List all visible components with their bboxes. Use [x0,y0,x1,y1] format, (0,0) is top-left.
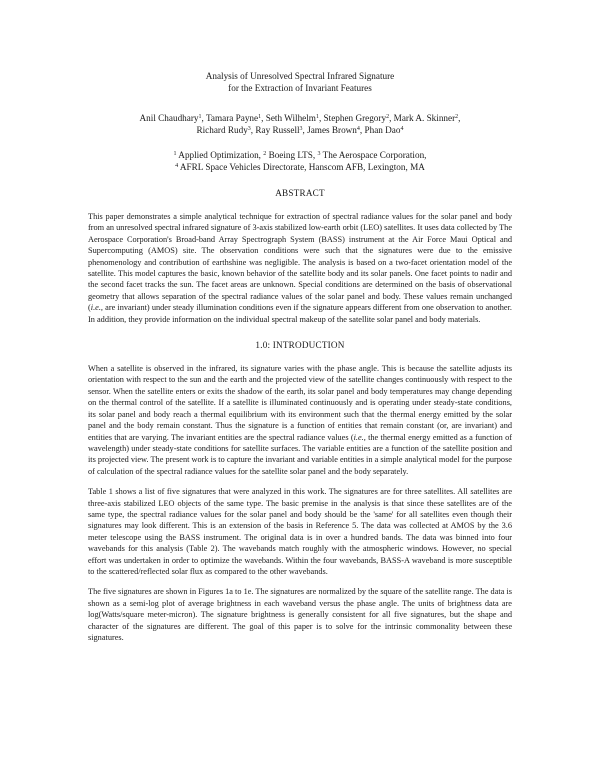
authors-line-2: Richard Rudy$^3$, Ray Russell$^3$, James Brown$^4$, Phan Dao$^4$ [196,125,404,135]
author-name: Mark A. Skinner [393,113,456,123]
intro-paragraph-2: Table 1 shows a list of five signatures that were analyzed in this work. The signatures are for three satellites. All satellites are three-axis stabilized LEO objects of the same type. The basic premise in the analysis is that since these satellites are of the same type, the spectral radiance values for the solar panel and body should be the 'same' for all satellites even though their signatures may look different. This is an extension of the basis in Reference 5. The data was collected at AMOS by the 3.6 meter telescope using the BASS instrument. The original data is in over a hundred bands. The data was binned into four wavebands for this analysis (Table 2). The wavebands match roughly with the atmospheric windows. However, no special effort was undertaken in order to optimize the wavebands. Within the four wavebands, BASS-A waveband is more susceptible to the scattered/reflected solar flux as compared to the other wavebands. [88,487,512,576]
affiliations-line-2 [88,161,512,173]
italic-text: i.e. [353,432,364,442]
author-list [88,112,512,136]
title-line-2: for the Extraction of Invariant Features [228,83,372,93]
author-affiliation-mark: 3 [247,126,251,132]
authors-line-1: Anil Chaudhary$^1$, Tamara Payne$^1$, Seth Wilhelm$^1$, Stephen Gregory$^2$, Mark A. Skinner$^2$, [139,113,461,123]
author-affiliation-mark: 2 [455,114,459,120]
affiliation-name: Boeing LTS, [266,150,318,160]
intro-paragraph-1 [88,363,512,477]
body-text: When a satellite is observed in the infrared, its signature varies with the phase angle. This is because the satellite adjusts its orientation with respect to the sun and the earth and the projected view of the satellite changes continuously with respect to the sensor. When the satellite enters or exits the shadow of the earth, its solar panel and body temperatures may change depending on the thermal control of the satellite. If a satellite is illuminated continuously and is operating under steady-state conditions, its solar panel and body reach a thermal equilibrium with its environment such that the thermal energy emitted by the solar panel and the body remain constant. Thus the signature is a function of entities that remain constant (or, are invariant) and entities that are varying. The invariant entities are the spectral radiance values ( [88,364,512,442]
author-affiliation-mark: 4 [356,126,360,132]
author-name: Richard Rudy [196,125,248,135]
author-name: Seth Wilhelm [265,113,316,123]
affiliation-mark: 1 [173,151,177,157]
author-affiliation-mark: 1 [258,114,262,120]
intro-paragraph-3: The five signatures are shown in Figures 1a to 1e. The signatures are normalized by the square of the satellite range. The data is shown as a semi-log plot of average brightness in each waveband versus the phase angle. The units of brightness data are log(Watts/square meter-micron). The signature brightness is generally consistent for all five signatures, but the shape and character of the signatures are different. The goal of this paper is to solve for the intrinsic commonality between these signatures. [88,587,512,642]
author-name: Ray Russell [255,125,300,135]
author-name: Tamara Payne [205,113,259,123]
body-text: , are invariant) under steady illumination conditions even if the signature appears different from one observation to another. In addition, they provide information on the individual spectral makeup of the satellite solar panel and body materials. [88,303,512,324]
section-heading-introduction: 1.0: INTRODUCTION [255,340,345,351]
author-affiliation-mark: 4 [400,126,404,132]
affiliations [88,149,512,173]
affiliation-name: AFRL Space Vehicles Directorate, Hanscom AFB, Lexington, MA [178,162,425,172]
author-name: Phan Dao [364,125,401,135]
author-affiliation-mark: 1 [315,114,319,120]
author-name: James Brown [307,125,357,135]
title-line-1: Analysis of Unresolved Spectral Infrared Signature [205,71,395,81]
affiliation-name: The Aerospace Corporation, [320,150,427,160]
abstract-paragraph [88,211,512,325]
author-affiliation-mark: 2 [386,114,390,120]
author-name: Anil Chaudhary [139,113,199,123]
affiliations-line-1 [88,149,512,161]
author-affiliation-mark: 3 [299,126,303,132]
body-text: , the thermal energy emitted as a function of wavelength) under steady-state conditions for satellite surfaces. The variable entities are a function of the satellite position and its projected view. The present work is to capture the invariant and variable entities in a simple analytical model for the purpose of calculation of the spectral radiance values for the satellite solar panel and the body separately. [88,432,512,476]
affiliation-mark: 4 [175,163,179,169]
body-text: This paper demonstrates a simple analytical technique for extraction of spectral radiance values for the solar panel and body from an unresolved spectral infrared signature of 3-axis stabilized low-earth orbit (LEO) satellites. It uses data collected by The Aerospace Corporation's Broad-band Array Spectrograph System (BASS) instrument at the Air Force Maui Optical and Supercomputing (AMOS) site. The observation conditions were such that the signatures were due to the emissive phenomenology and contribution of earthshine was negligible. The analysis is based on a two-facet orientation model of the satellite. This model captures the basic, known behavior of the satellite body and its solar panels. One facet points to nadir and the second facet tracks the sun. The facet areas are unknown. Special conditions are determined on the basis of observational geometry that allows separation of the spectral radiance values of the solar panel and body. These values remain unchanged ( [88,212,512,313]
abstract-heading: ABSTRACT [275,188,325,198]
affiliation-mark: 3 [317,151,321,157]
affiliation-mark: 2 [263,151,267,157]
author-affiliation-mark: 1 [198,114,202,120]
paper-title [88,70,512,94]
italic-text: i.e. [90,303,101,313]
author-name: Stephen Gregory [323,113,387,123]
affiliation-name: Applied Optimization, [176,150,264,160]
